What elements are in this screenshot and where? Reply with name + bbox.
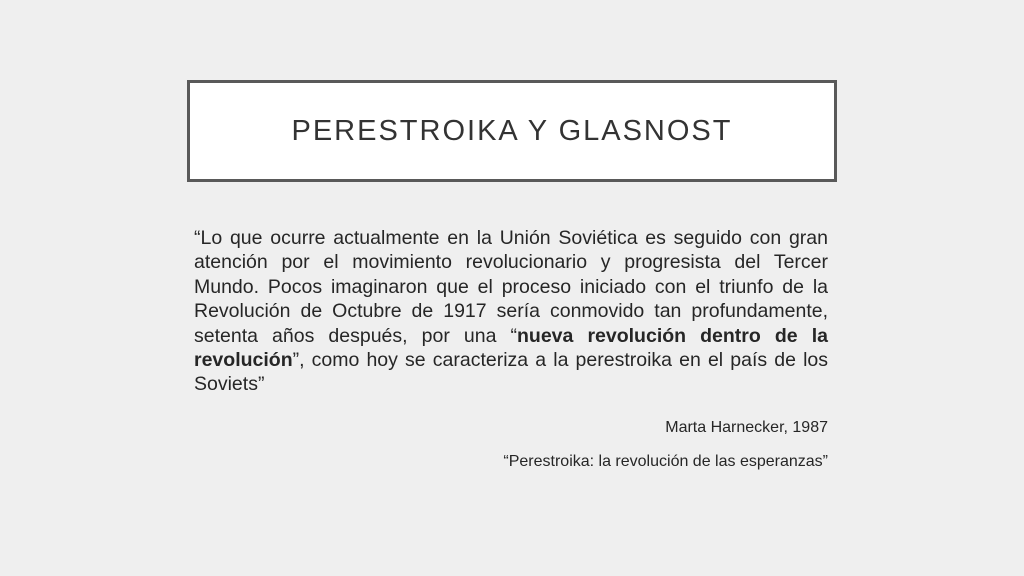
quote-source-work: “Perestroika: la revolución de las esperanzas” (503, 453, 828, 470)
quote-text-part1: “Lo que ocurre actualmente en la Unión Soviética es seguido con gran atención por el movimiento revolucionario y progresista del Tercer Mundo. Pocos imaginaron que el proceso iniciado con el triunfo de la Revolución de Octubre de 1917 sería conmovido tan profundamente, setenta años después, por una “ (194, 227, 828, 347)
quote-text-part2: ”, como hoy se caracteriza a la perestroika en el país de los Soviets” (194, 349, 828, 396)
quote-author: Marta Harnecker, 1987 (665, 419, 828, 436)
slide-title: PERESTROIKA Y GLASNOST (291, 114, 733, 147)
quote-emphasis: nueva revolución dentro de la revolución (194, 324, 828, 372)
title-box (187, 80, 837, 182)
quote-paragraph (194, 226, 828, 397)
